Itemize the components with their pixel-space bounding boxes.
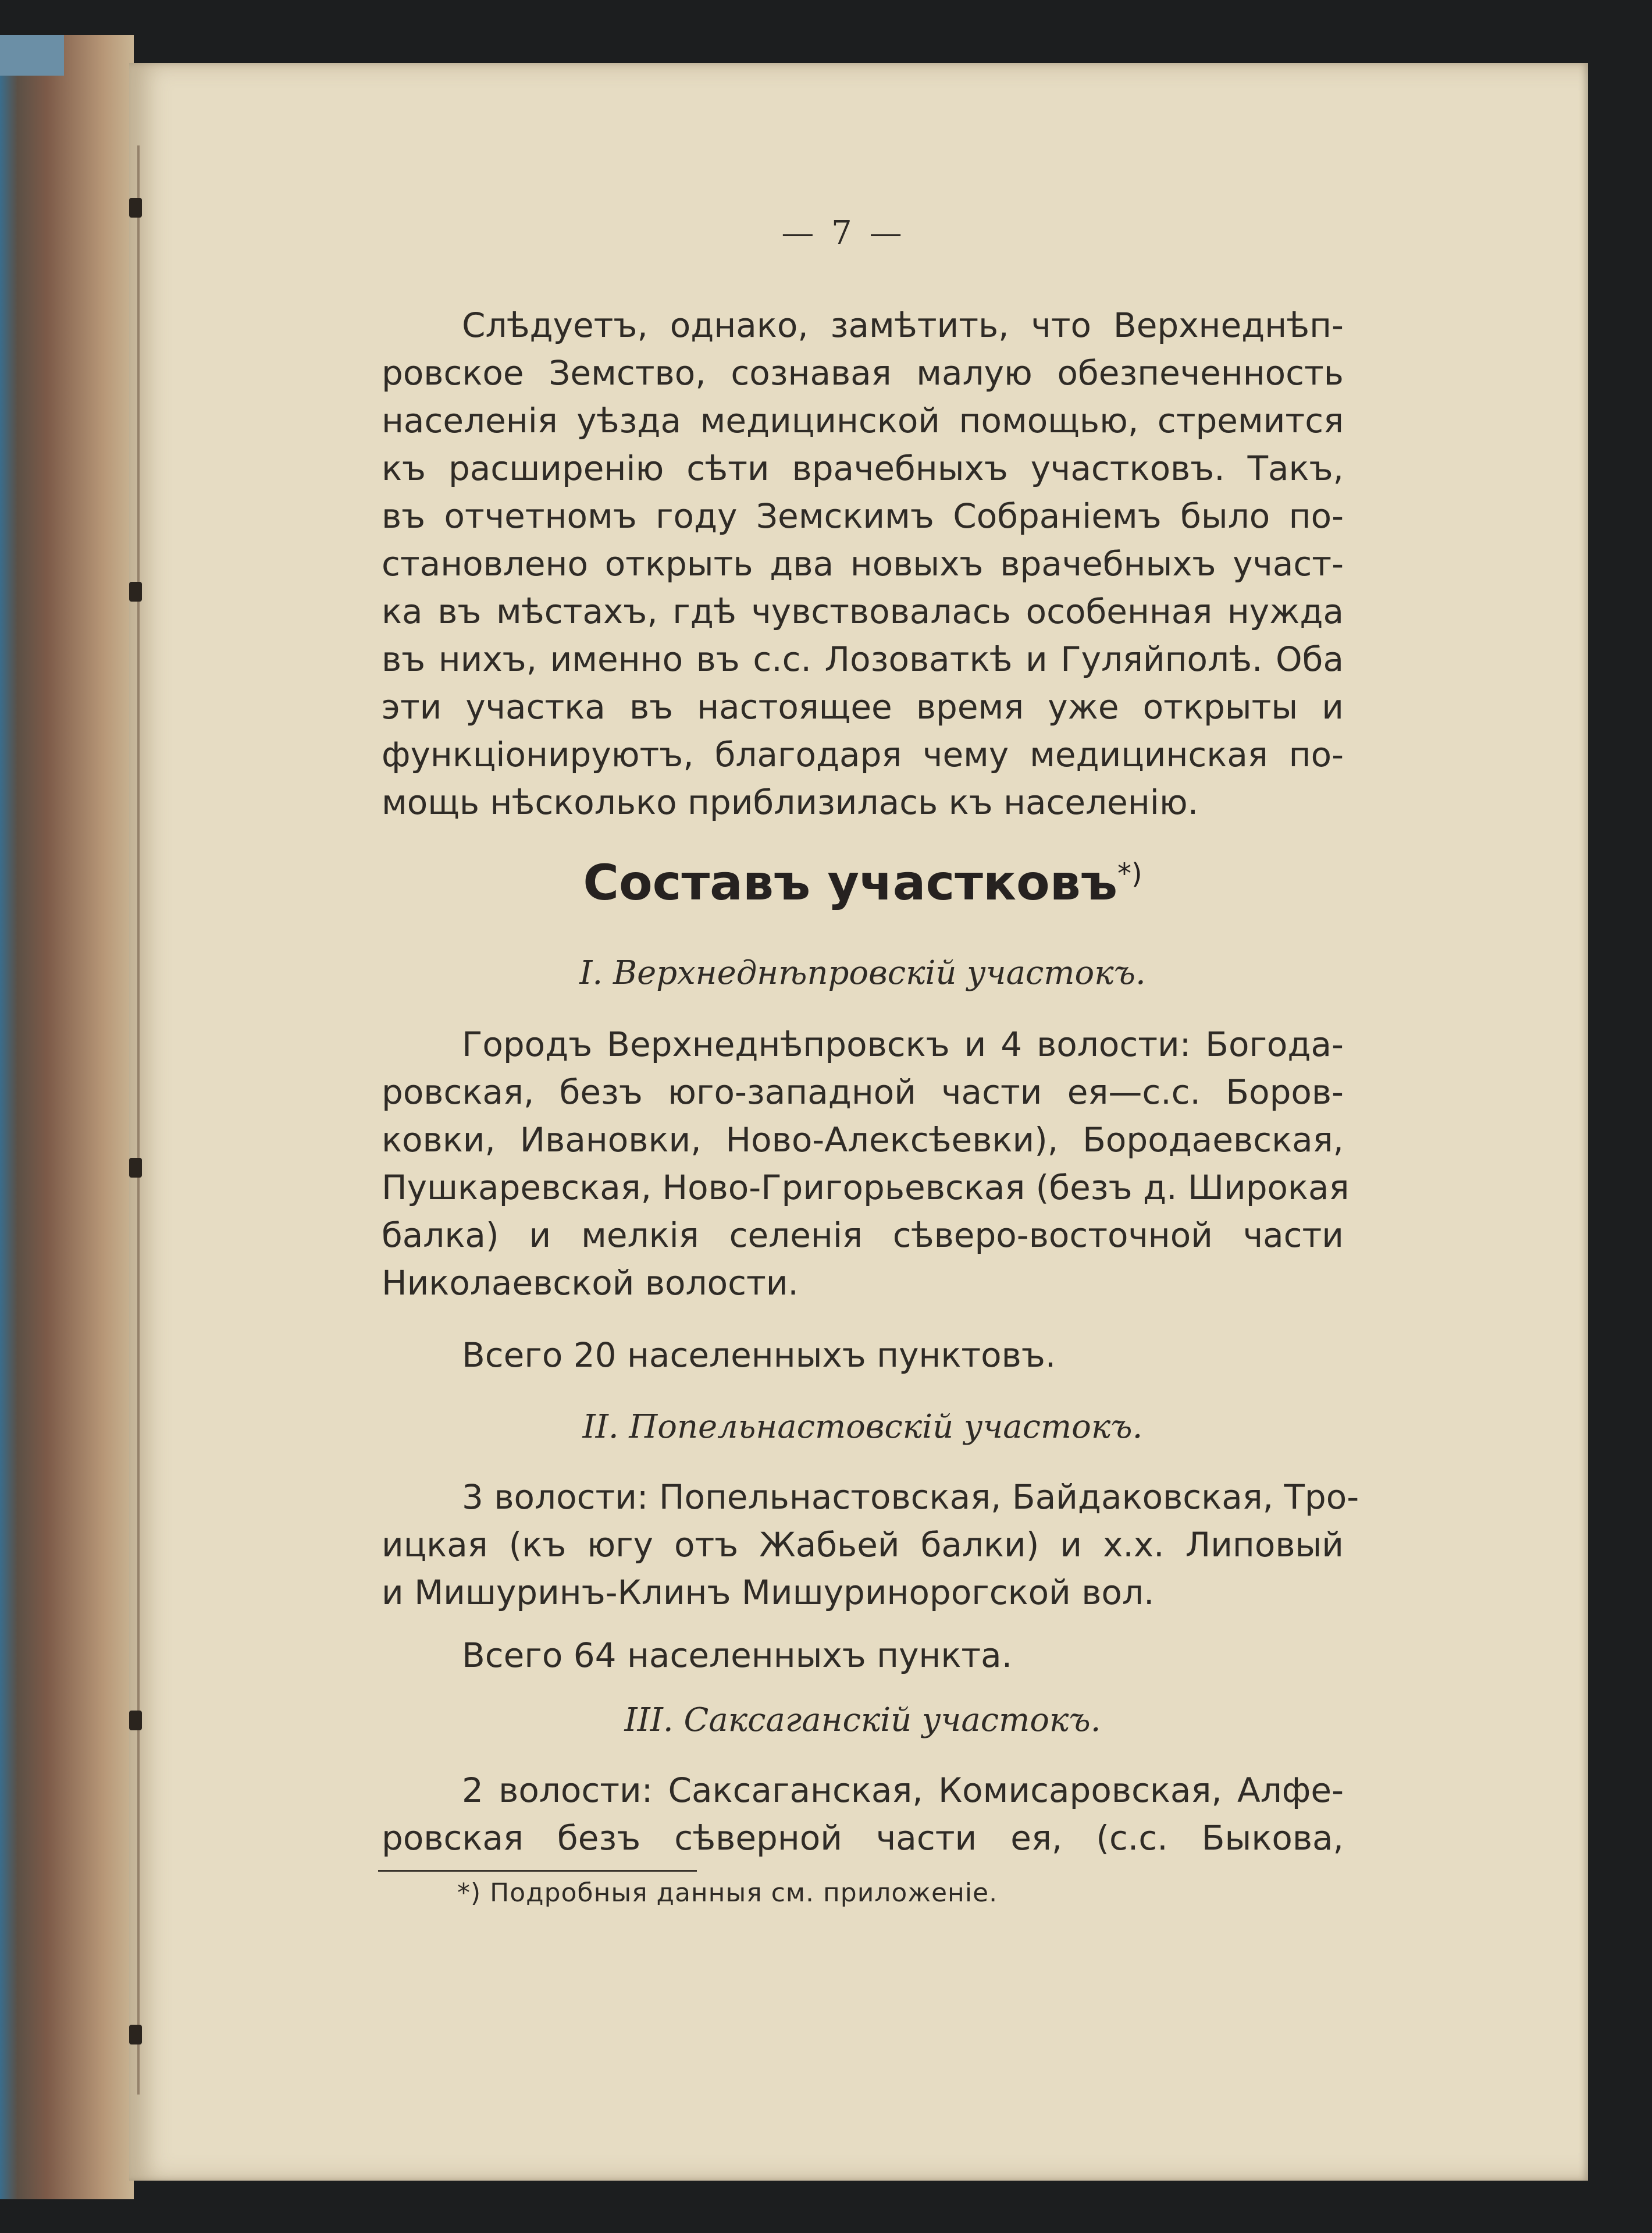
page-number: — 7 — bbox=[781, 214, 906, 252]
section-total bbox=[382, 1331, 1344, 1379]
text-line: Городъ Верхнеднѣпровскъ и 4 волости: Богода- bbox=[462, 1025, 1344, 1064]
section-heading bbox=[382, 854, 1344, 911]
footnote: *) Подробныя данныя см. приложеніе. bbox=[457, 1878, 998, 1908]
text-line: Всего 20 населенныхъ пунктовъ. bbox=[462, 1335, 1056, 1375]
text-line: становлено открыть два новыхъ врачебныхъ участ- bbox=[382, 544, 1344, 584]
text-line: ицкая (къ югу отъ Жабьей балки) и х.х. Липовый bbox=[382, 1525, 1344, 1564]
text-line: Слѣдуетъ, однако, замѣтить, что Верхнеднѣп- bbox=[462, 305, 1344, 345]
text-line: ровская безъ сѣверной части ея, (с.с. Быкова, bbox=[382, 1818, 1344, 1858]
text-line: въ нихъ, именно въ с.с. Лозоваткѣ и Гуляйполѣ. Оба bbox=[382, 639, 1344, 679]
book-binding-edge bbox=[0, 35, 134, 2199]
text-line: ровское Земство, сознавая малую обезпеченность bbox=[382, 353, 1344, 393]
binding-stitch bbox=[129, 1158, 142, 1178]
page-gutter bbox=[137, 145, 140, 2095]
book-cover-corner bbox=[0, 35, 64, 76]
section-title: I. Верхнеднѣпровскій участокъ. bbox=[579, 954, 1146, 992]
text-line: населенія уѣзда медицинской помощью, стремится bbox=[382, 401, 1344, 440]
text-line: и Мишуринъ-Клинъ Мишуринорогской вол. bbox=[382, 1573, 1155, 1612]
text-line: Николаевской волости. bbox=[382, 1263, 799, 1303]
text-line: въ отчетномъ году Земскимъ Собраніемъ было по- bbox=[382, 496, 1344, 536]
text-line: къ расширенію сѣти врачебныхъ участковъ. Такъ, bbox=[382, 449, 1344, 488]
section-total bbox=[382, 1631, 1344, 1679]
binding-stitch bbox=[129, 2025, 142, 2044]
binding-stitch bbox=[129, 198, 142, 218]
section-paragraph bbox=[382, 1021, 1350, 1307]
text-line: функціонируютъ, благодаря чему медицинская по- bbox=[382, 735, 1344, 774]
section-title: II. Попельнастовскій участокъ. bbox=[582, 1408, 1143, 1446]
text-line: ковки, Ивановки, Ново-Алексѣевки), Бородаевская, bbox=[382, 1120, 1344, 1160]
text-line: Всего 64 населенныхъ пункта. bbox=[462, 1635, 1013, 1675]
text-line: балка) и мелкія селенія сѣверо-восточной части bbox=[382, 1215, 1344, 1255]
footnote-rule bbox=[378, 1870, 697, 1872]
text-line: 3 волости: Попельнастовская, Байдаковская, Тро- bbox=[462, 1477, 1359, 1517]
text-line: 2 волости: Саксаганская, Комисаровская, Алфе- bbox=[462, 1770, 1344, 1810]
text-line: мощь нѣсколько приблизилась къ населенію. bbox=[382, 783, 1199, 822]
text-line: ка въ мѣстахъ, гдѣ чувствовалась особенная нужда bbox=[382, 592, 1344, 631]
heading-text: Составъ участковъ bbox=[583, 854, 1117, 911]
binding-stitch bbox=[129, 582, 142, 602]
text-line: ровская, безъ юго-западной части ея—с.с. Боров- bbox=[382, 1072, 1344, 1112]
section-paragraph bbox=[382, 1766, 1344, 1862]
text-line: Пушкаревская, Ново-Григорьевская (безъ д. Широкая bbox=[382, 1168, 1350, 1207]
section-paragraph bbox=[382, 1473, 1359, 1616]
binding-stitch bbox=[129, 1711, 142, 1730]
intro-paragraph bbox=[382, 301, 1344, 826]
text-line: эти участка въ настоящее время уже открыты и bbox=[382, 687, 1344, 727]
footnote-marker: *) bbox=[1117, 858, 1142, 890]
section-title: III. Саксаганскій участокъ. bbox=[624, 1701, 1101, 1739]
